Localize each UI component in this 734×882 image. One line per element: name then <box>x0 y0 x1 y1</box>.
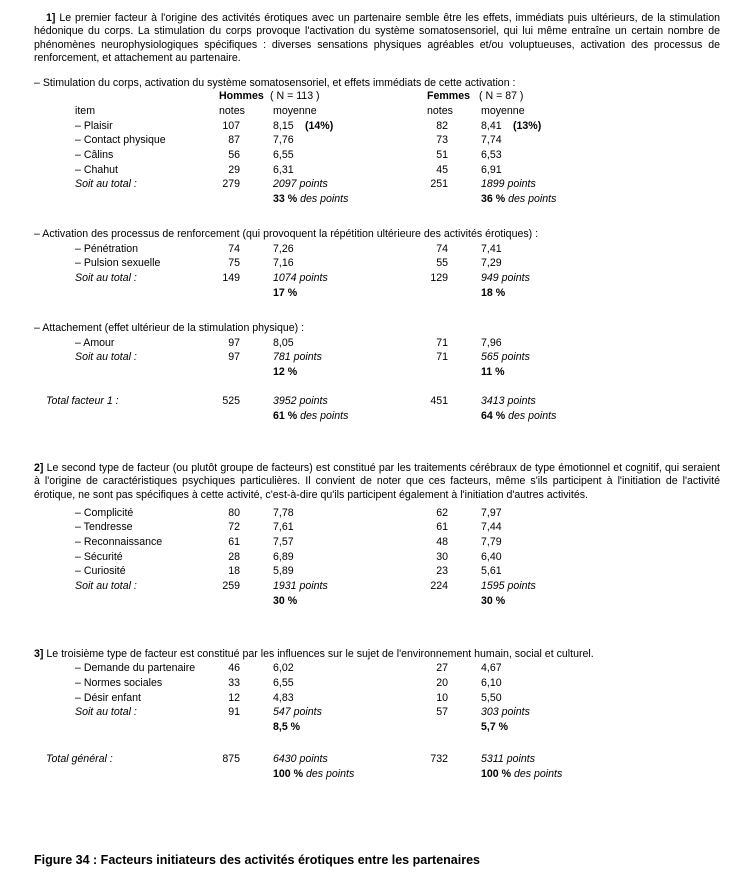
share-women-pct: 30 % <box>481 595 506 607</box>
share-men-suffix: des points <box>300 193 349 205</box>
row-men-moyenne: 6,89 <box>273 551 294 563</box>
share-women-pct: 11 % <box>481 366 505 378</box>
subtotal-label: Soit au total : <box>75 580 137 592</box>
subtotal-women-points: 565 points <box>481 351 530 363</box>
row-women-notes: 73 <box>436 134 448 146</box>
row-men-moyenne: 4,83 <box>273 692 294 704</box>
row-item: – Plaisir <box>75 120 113 132</box>
row-women-notes: 10 <box>436 692 448 704</box>
row-women-moyenne: 8,41 <box>481 120 502 132</box>
grand-total-men-notes: 875 <box>222 753 240 765</box>
row-men-moyenne: 8,05 <box>273 337 294 349</box>
section3-number: 3] <box>34 648 44 660</box>
men-n: ( N = 113 ) <box>270 90 320 102</box>
group3-title: – Attachement (effet ultérieur de la stimulation physique) : <box>34 322 305 334</box>
row-men-notes: 107 <box>222 120 240 132</box>
subtotal-men-points: 1074 points <box>273 272 328 284</box>
share-women-pct: 100 % <box>481 768 512 780</box>
share-women-pct: 36 % <box>481 193 506 205</box>
row-men-moyenne: 6,55 <box>273 149 294 161</box>
figure-caption: Figure 34 : Facteurs initiateurs des activités érotiques entre les partenaires <box>34 853 481 867</box>
row-women-moyenne: 7,44 <box>481 521 502 533</box>
share-women-suffix: des points <box>508 193 557 205</box>
men-notes-header: notes <box>219 105 245 117</box>
row-men-notes: 56 <box>228 149 240 161</box>
women-n: ( N = 87 ) <box>479 90 524 102</box>
row-women-moyenne: 6,40 <box>481 551 502 563</box>
row-women-moyenne: 5,50 <box>481 692 502 704</box>
row-women-notes: 51 <box>436 149 448 161</box>
grand-total-women-notes: 732 <box>430 753 448 765</box>
share-men-suffix: des points <box>300 410 349 422</box>
row-women-moyenne: 7,41 <box>481 243 502 255</box>
row-item: – Amour <box>75 337 115 349</box>
row-item: – Normes sociales <box>75 677 163 689</box>
row-men-notes: 75 <box>228 257 240 269</box>
subtotal-women-notes: 71 <box>436 351 448 363</box>
row-men-notes: 46 <box>228 662 240 674</box>
subtotal-label: Soit au total : <box>75 272 137 284</box>
section3-paragraph <box>34 648 720 661</box>
subtotal-men-notes: 97 <box>228 351 240 363</box>
row-men-moyenne: 7,57 <box>273 536 294 548</box>
row-women-moyenne: 5,61 <box>481 565 502 577</box>
share-women-suffix: des points <box>514 768 563 780</box>
row-item: – Contact physique <box>75 134 166 146</box>
row-men-notes: 28 <box>228 551 240 563</box>
row-item: – Curiosité <box>75 565 126 577</box>
row-women-notes: 61 <box>436 521 448 533</box>
row-item: – Pénétration <box>75 243 139 255</box>
subtotal-men-notes: 259 <box>222 580 240 592</box>
row-women-notes: 45 <box>436 164 448 176</box>
subtotal-men-points: 547 points <box>273 706 322 718</box>
subtotal-women-notes: 129 <box>430 272 448 284</box>
row-men-moyenne: 5,89 <box>273 565 294 577</box>
subtotal-women-points: 949 points <box>481 272 530 284</box>
share-men-pct: 12 % <box>273 366 298 378</box>
subtotal-women-notes: 57 <box>436 706 448 718</box>
subtotal-men-points: 1931 points <box>273 580 328 592</box>
total-factor1-men-share <box>273 410 348 423</box>
row-men-notes: 12 <box>228 692 240 704</box>
grand-total-label: Total général : <box>46 753 113 765</box>
grand-total-women-share <box>481 768 562 781</box>
row-men-notes: 18 <box>228 565 240 577</box>
share-men-pct: 33 % <box>273 193 298 205</box>
share-women-pct: 5,7 % <box>481 721 509 733</box>
row-men-moyenne: 7,76 <box>273 134 294 146</box>
grand-total-men-share <box>273 768 354 781</box>
row-men-notes: 61 <box>228 536 240 548</box>
row-item: – Sécurité <box>75 551 123 563</box>
section1-text: Le premier facteur à l'origine des activités érotiques avec un partenaire semble être les effets, immédiats puis ultérieurs, de la stimulation hédonique du corps. La stimulation du corps provoque l'activation du système somatosensoriel, qui lui même entraîne un certain nombre de phénomènes neurophysiologiques spécifiques : diverses sensations physiques agréables et/ou voluptueuses, activation des processus de renforcement, et attachement au partenaire. <box>34 12 720 64</box>
row-men-moyenne: 8,15 <box>273 120 294 132</box>
row-men-moyenne: 7,78 <box>273 507 294 519</box>
section1-number: 1] <box>46 12 56 24</box>
share-men-pct: 100 % <box>273 768 304 780</box>
subtotal-men-notes: 279 <box>222 178 240 190</box>
row-men-notes: 87 <box>228 134 240 146</box>
row-women-moyenne: 7,29 <box>481 257 502 269</box>
row-women-notes: 62 <box>436 507 448 519</box>
subtotal-women-points: 1595 points <box>481 580 536 592</box>
section1-paragraph <box>34 12 720 65</box>
row-women-notes: 55 <box>436 257 448 269</box>
row-men-notes: 74 <box>228 243 240 255</box>
men-moyenne-header: moyenne <box>273 105 317 117</box>
row-item: – Câlins <box>75 149 114 161</box>
row-women-notes: 23 <box>436 565 448 577</box>
subtotal-label: Soit au total : <box>75 351 137 363</box>
row-women-moyenne: 6,10 <box>481 677 502 689</box>
row-women-moyenne: 6,53 <box>481 149 502 161</box>
share-women-pct: 64 % <box>481 410 506 422</box>
row-women-moyenne: 7,96 <box>481 337 502 349</box>
row-women-moyenne: 7,79 <box>481 536 502 548</box>
total-factor1-women-notes: 451 <box>430 395 448 407</box>
women-notes-header: notes <box>427 105 453 117</box>
subtotal-women-notes: 224 <box>430 580 448 592</box>
share-men-pct: 30 % <box>273 595 298 607</box>
grand-total-women-points: 5311 points <box>481 753 535 765</box>
row-item: – Demande du partenaire <box>75 662 196 674</box>
total-factor1-men-points: 3952 points <box>273 395 328 407</box>
section3-text: Le troisième type de facteur est constitué par les influences sur le sujet de l'environnement humain, social et culturel. <box>46 648 594 660</box>
item-header: item <box>75 105 96 117</box>
row-item: – Chahut <box>75 164 118 176</box>
share-men-pct: 61 % <box>273 410 298 422</box>
section2-paragraph <box>34 462 720 502</box>
row-women-moyenne: 7,74 <box>481 134 502 146</box>
row-men-moyenne: 7,61 <box>273 521 294 533</box>
women-header: Femmes <box>427 90 470 102</box>
share-men <box>273 193 348 206</box>
share-women <box>481 193 556 206</box>
row-women-notes: 71 <box>436 337 448 349</box>
row-men-moyenne: 6,55 <box>273 677 294 689</box>
row-women-notes: 74 <box>436 243 448 255</box>
row-item: – Reconnaissance <box>75 536 163 548</box>
section2-number: 2] <box>34 462 44 474</box>
row-men-moyenne: 7,26 <box>273 243 294 255</box>
men-header: Hommes <box>219 90 264 102</box>
row-men-notes: 72 <box>228 521 240 533</box>
row-women-notes: 82 <box>436 120 448 132</box>
row-men-notes: 80 <box>228 507 240 519</box>
row-women-notes: 30 <box>436 551 448 563</box>
group2-title: – Activation des processus de renforcement (qui provoquent la répétition ultérieure des activités érotiques) : <box>34 228 539 240</box>
row-item: – Tendresse <box>75 521 133 533</box>
group1-title: – Stimulation du corps, activation du système somatosensoriel, et effets immédiats de cette activation : <box>34 77 516 89</box>
subtotal-women-points: 303 points <box>481 706 530 718</box>
row-item: – Complicité <box>75 507 134 519</box>
row-item: – Désir enfant <box>75 692 141 704</box>
row-men-notes: 97 <box>228 337 240 349</box>
subtotal-men-points: 781 points <box>273 351 322 363</box>
row-item: – Pulsion sexuelle <box>75 257 161 269</box>
row-women-notes: 27 <box>436 662 448 674</box>
row-men-pct: (14%) <box>305 120 334 132</box>
grand-total-men-points: 6430 points <box>273 753 328 765</box>
share-men-pct: 8,5 % <box>273 721 301 733</box>
subtotal-women-notes: 251 <box>430 178 448 190</box>
total-factor1-label: Total facteur 1 : <box>46 395 119 407</box>
total-factor1-women-share <box>481 410 556 423</box>
subtotal-label: Soit au total : <box>75 178 137 190</box>
row-women-notes: 48 <box>436 536 448 548</box>
row-men-notes: 29 <box>228 164 240 176</box>
row-women-notes: 20 <box>436 677 448 689</box>
subtotal-women-points: 1899 points <box>481 178 536 190</box>
subtotal-men-points: 2097 points <box>273 178 328 190</box>
share-women-pct: 18 % <box>481 287 506 299</box>
share-men-suffix: des points <box>306 768 355 780</box>
row-women-pct: (13%) <box>513 120 542 132</box>
row-women-moyenne: 4,67 <box>481 662 502 674</box>
total-factor1-men-notes: 525 <box>222 395 240 407</box>
subtotal-label: Soit au total : <box>75 706 137 718</box>
section2-text: Le second type de facteur (ou plutôt groupe de facteurs) est constitué par les traitements cérébraux de type émotionnel et cognitif, qui seraient à l'origine de caractéristiques psychiques particulières. Il convient de noter que ces facteurs, même s'ils participent à l'initiation de l'activité érotique, ne sont pas spécifiques à cette activité, c'est-à-dire qu'ils participent également à l'initiation d'autres activités. <box>34 462 720 501</box>
total-factor1-women-points: 3413 points <box>481 395 536 407</box>
row-men-moyenne: 6,02 <box>273 662 294 674</box>
row-women-moyenne: 7,97 <box>481 507 502 519</box>
row-women-moyenne: 6,91 <box>481 164 502 176</box>
share-women-suffix: des points <box>508 410 557 422</box>
share-men-pct: 17 % <box>273 287 298 299</box>
women-moyenne-header: moyenne <box>481 105 525 117</box>
subtotal-men-notes: 91 <box>228 706 240 718</box>
subtotal-men-notes: 149 <box>222 272 240 284</box>
row-men-moyenne: 7,16 <box>273 257 294 269</box>
row-men-moyenne: 6,31 <box>273 164 294 176</box>
row-men-notes: 33 <box>228 677 240 689</box>
